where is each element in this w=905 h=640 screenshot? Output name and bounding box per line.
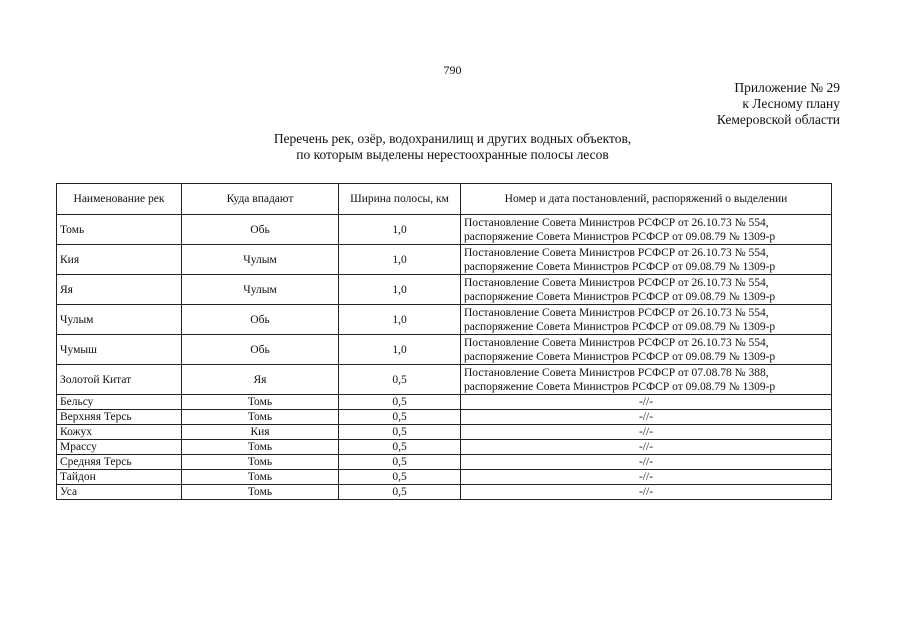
river-name: Мрассу — [57, 440, 182, 455]
decree-ditto: -//- — [461, 410, 832, 425]
decree-cell — [461, 305, 832, 335]
decree-line-2: распоряжение Совета Министров РСФСР от 09.08.79 № 1309-р — [464, 290, 776, 303]
table-row — [57, 440, 832, 455]
decree-ditto: -//- — [461, 395, 832, 410]
river-name: Яя — [57, 275, 182, 305]
table-row — [57, 485, 832, 500]
river-name: Верхняя Терсь — [57, 410, 182, 425]
river-name: Кожух — [57, 425, 182, 440]
decree-ditto: -//- — [461, 455, 832, 470]
document-title-line-1: Перечень рек, озёр, водохранилищ и других водных объектов, — [273, 131, 632, 146]
strip-width: 0,5 — [339, 395, 461, 410]
strip-width: 0,5 — [339, 470, 461, 485]
decree-line-1: Постановление Совета Министров РСФСР от 26.10.73 № 554, — [464, 306, 769, 319]
table-header-row — [57, 184, 832, 215]
decree-line-2: распоряжение Совета Министров РСФСР от 09.08.79 № 1309-р — [464, 380, 776, 393]
decree-line-1: Постановление Совета Министров РСФСР от 26.10.73 № 554, — [464, 336, 769, 349]
flows-into: Томь — [182, 470, 339, 485]
table-row — [57, 335, 832, 365]
strip-width: 1,0 — [339, 305, 461, 335]
appendix-line-1: Приложение № 29 — [734, 80, 840, 95]
river-name: Средняя Терсь — [57, 455, 182, 470]
flows-into: Обь — [182, 215, 339, 245]
table-row — [57, 305, 832, 335]
river-name: Чумыш — [57, 335, 182, 365]
river-name: Уса — [57, 485, 182, 500]
decree-ditto: -//- — [461, 440, 832, 455]
appendix-line-2: к Лесному плану — [742, 96, 840, 111]
header-strip-width: Ширина полосы, км — [339, 184, 461, 215]
flows-into: Чулым — [182, 245, 339, 275]
flows-into: Томь — [182, 395, 339, 410]
decree-cell — [461, 365, 832, 395]
appendix-heading — [717, 80, 840, 128]
strip-width: 1,0 — [339, 275, 461, 305]
strip-width: 0,5 — [339, 410, 461, 425]
strip-width: 0,5 — [339, 425, 461, 440]
flows-into: Яя — [182, 365, 339, 395]
river-name: Чулым — [57, 305, 182, 335]
table-row — [57, 455, 832, 470]
decree-cell — [461, 335, 832, 365]
flows-into: Обь — [182, 335, 339, 365]
river-name: Тайдон — [57, 470, 182, 485]
header-flows-into: Куда впадают — [182, 184, 339, 215]
decree-line-1: Постановление Совета Министров РСФСР от 07.08.78 № 388, — [464, 366, 769, 379]
decree-line-1: Постановление Совета Министров РСФСР от 26.10.73 № 554, — [464, 246, 769, 259]
decree-line-2: распоряжение Совета Министров РСФСР от 09.08.79 № 1309-р — [464, 230, 776, 243]
rivers-table — [56, 183, 832, 500]
header-river-name: Наименование рек — [57, 184, 182, 215]
flows-into: Чулым — [182, 275, 339, 305]
river-name: Золотой Китат — [57, 365, 182, 395]
table-row — [57, 410, 832, 425]
flows-into: Кия — [182, 425, 339, 440]
strip-width: 1,0 — [339, 245, 461, 275]
decree-ditto: -//- — [461, 425, 832, 440]
decree-line-2: распоряжение Совета Министров РСФСР от 09.08.79 № 1309-р — [464, 350, 776, 363]
document-title — [0, 131, 905, 163]
river-name: Кия — [57, 245, 182, 275]
decree-cell — [461, 275, 832, 305]
table-row — [57, 395, 832, 410]
river-name: Бельсу — [57, 395, 182, 410]
decree-cell — [461, 245, 832, 275]
flows-into: Томь — [182, 485, 339, 500]
flows-into: Обь — [182, 305, 339, 335]
strip-width: 0,5 — [339, 485, 461, 500]
river-name: Томь — [57, 215, 182, 245]
table-row — [57, 470, 832, 485]
flows-into: Томь — [182, 455, 339, 470]
decree-line-2: распоряжение Совета Министров РСФСР от 09.08.79 № 1309-р — [464, 320, 776, 333]
table-row — [57, 365, 832, 395]
decree-ditto: -//- — [461, 470, 832, 485]
table-row — [57, 215, 832, 245]
decree-ditto: -//- — [461, 485, 832, 500]
header-decree: Номер и дата постановлений, распоряжений о выделении — [461, 184, 832, 215]
strip-width: 1,0 — [339, 215, 461, 245]
strip-width: 0,5 — [339, 455, 461, 470]
table-row — [57, 245, 832, 275]
decree-line-1: Постановление Совета Министров РСФСР от 26.10.73 № 554, — [464, 276, 769, 289]
page-number: 790 — [443, 63, 462, 77]
decree-line-1: Постановление Совета Министров РСФСР от 26.10.73 № 554, — [464, 216, 769, 229]
appendix-line-3: Кемеровской области — [716, 112, 840, 127]
document-title-line-2: по которым выделены нерестоохранные полосы лесов — [296, 147, 609, 162]
flows-into: Томь — [182, 410, 339, 425]
strip-width: 0,5 — [339, 440, 461, 455]
table-row — [57, 275, 832, 305]
table-row — [57, 425, 832, 440]
decree-cell — [461, 215, 832, 245]
strip-width: 1,0 — [339, 335, 461, 365]
flows-into: Томь — [182, 440, 339, 455]
decree-line-2: распоряжение Совета Министров РСФСР от 09.08.79 № 1309-р — [464, 260, 776, 273]
strip-width: 0,5 — [339, 365, 461, 395]
